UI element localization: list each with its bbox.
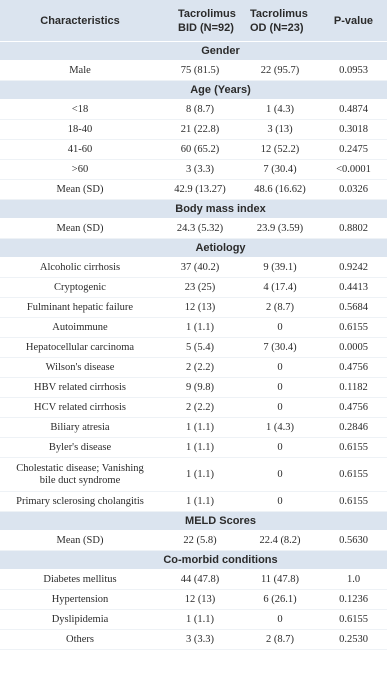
table-row [0,531,387,551]
cell-bid-value: 5 (5.4) [160,338,240,358]
table-row [0,610,387,630]
cell-od-value: 2 (8.7) [240,298,320,318]
cell-od-value: 48.6 (16.62) [240,180,320,200]
cell-pvalue: 0.4413 [320,278,387,298]
table-body [0,42,387,650]
row-label-text: Byler's disease [48,441,112,453]
row-label-text: Primary sclerosing cholangitis [16,495,144,507]
row-label [0,61,160,81]
row-label [0,298,160,318]
header-bid-line2: BID (N=92) [178,21,234,34]
row-label-text: <18 [71,103,89,115]
cell-bid-value: 1 (1.1) [160,458,240,492]
section-header-row [0,512,387,531]
cell-pvalue: 0.4874 [320,100,387,120]
cell-od-value: 12 (52.2) [240,140,320,160]
table-row [0,358,387,378]
row-label [0,140,160,160]
cell-pvalue: <0.0001 [320,160,387,180]
table-row [0,219,387,239]
table-row [0,570,387,590]
table-row [0,61,387,81]
cell-bid-value: 60 (65.2) [160,140,240,160]
cell-pvalue: 0.6155 [320,438,387,458]
row-label [0,278,160,298]
cell-pvalue: 0.6155 [320,318,387,338]
row-label-text: Hepatocellular carcinoma [25,341,135,353]
row-label [0,358,160,378]
table-row [0,180,387,200]
row-label [0,100,160,120]
cell-od-value: 0 [240,378,320,398]
section-header-row [0,42,387,61]
section-title: Gender [0,42,387,61]
row-label-text: Autoimmune [52,321,108,333]
row-label [0,531,160,551]
cell-bid-value: 3 (3.3) [160,630,240,650]
cell-bid-value: 44 (47.8) [160,570,240,590]
cell-bid-value: 75 (81.5) [160,61,240,81]
table-row [0,398,387,418]
row-label-text: HCV related cirrhosis [34,401,126,413]
cell-od-value: 7 (30.4) [240,338,320,358]
row-label-text: Cryptogenic [54,281,106,293]
cell-bid-value: 22 (5.8) [160,531,240,551]
cell-bid-value: 37 (40.2) [160,258,240,278]
row-label [0,458,160,492]
cell-bid-value: 12 (13) [160,590,240,610]
row-label [0,492,160,512]
cell-od-value: 0 [240,398,320,418]
row-label [0,378,160,398]
table-row [0,590,387,610]
cell-bid-value: 24.3 (5.32) [160,219,240,239]
table-row [0,278,387,298]
cell-bid-value: 23 (25) [160,278,240,298]
cell-od-value: 0 [240,492,320,512]
cell-od-value: 4 (17.4) [240,278,320,298]
cell-od-value: 3 (13) [240,120,320,140]
cell-bid-value: 21 (22.8) [160,120,240,140]
cell-od-value: 1 (4.3) [240,418,320,438]
cell-pvalue: 0.0005 [320,338,387,358]
row-label [0,438,160,458]
cell-pvalue: 0.2846 [320,418,387,438]
row-label-text: Dyslipidemia [51,613,109,625]
row-label-text: Mean (SD) [56,183,104,195]
table-row [0,378,387,398]
table-row [0,258,387,278]
cell-pvalue: 0.4756 [320,398,387,418]
cell-pvalue: 0.5630 [320,531,387,551]
footnote-fragment [0,650,387,662]
row-label [0,338,160,358]
section-title: Co-morbid conditions [0,551,387,570]
cell-bid-value: 2 (2.2) [160,398,240,418]
header-od-line2: OD (N=23) [250,21,304,34]
table-row [0,438,387,458]
header-od-line1: Tacrolimus [250,7,308,20]
cell-od-value: 6 (26.1) [240,590,320,610]
cell-pvalue: 0.0953 [320,61,387,81]
section-header-row [0,200,387,219]
table-row [0,140,387,160]
cell-pvalue: 0.6155 [320,610,387,630]
section-header-row [0,81,387,100]
row-label-text: 41-60 [67,143,93,155]
table-row [0,418,387,438]
row-label-text: Mean (SD) [56,534,104,546]
cell-bid-value: 8 (8.7) [160,100,240,120]
cell-bid-value: 12 (13) [160,298,240,318]
row-label [0,219,160,239]
header-characteristics: Characteristics [0,0,160,42]
table-row [0,120,387,140]
row-label [0,180,160,200]
row-label-text: HBV related cirrhosis [34,381,126,393]
row-label-text: 18-40 [67,123,93,135]
cell-od-value: 1 (4.3) [240,100,320,120]
row-label-text: Hypertension [51,593,109,605]
section-header-row [0,551,387,570]
cell-pvalue: 0.1182 [320,378,387,398]
header-bid [160,0,240,42]
cell-pvalue: 0.3018 [320,120,387,140]
cell-bid-value: 1 (1.1) [160,438,240,458]
section-title: Aetiology [0,239,387,258]
row-label [0,570,160,590]
row-label-text: Cholestatic disease; Vanishing [16,462,144,474]
cell-bid-value: 1 (1.1) [160,318,240,338]
row-label-text: >60 [71,163,89,175]
cell-pvalue: 1.0 [320,570,387,590]
cell-pvalue: 0.5684 [320,298,387,318]
table-row [0,160,387,180]
row-label [0,120,160,140]
cell-bid-value: 42.9 (13.27) [160,180,240,200]
row-label-text: Diabetes mellitus [43,573,117,585]
cell-od-value: 7 (30.4) [240,160,320,180]
cell-od-value: 0 [240,318,320,338]
cell-od-value: 22 (95.7) [240,61,320,81]
row-label-text-line2: bile duct syndrome [39,474,121,486]
cell-od-value: 2 (8.7) [240,630,320,650]
cell-pvalue: 0.4756 [320,358,387,378]
row-label-text: Alcoholic cirrhosis [39,261,121,273]
cell-od-value: 11 (47.8) [240,570,320,590]
table-row [0,458,387,492]
row-label-text: Fulminant hepatic failure [26,301,134,313]
cell-od-value: 0 [240,438,320,458]
cell-bid-value: 3 (3.3) [160,160,240,180]
row-label [0,590,160,610]
row-label-text: Wilson's disease [45,361,115,373]
table-row [0,492,387,512]
cell-bid-value: 1 (1.1) [160,418,240,438]
cell-od-value: 9 (39.1) [240,258,320,278]
header-pvalue: P-value [320,0,387,42]
row-label [0,630,160,650]
cell-od-value: 0 [240,610,320,630]
cell-od-value: 0 [240,358,320,378]
table-row [0,318,387,338]
cell-pvalue: 0.6155 [320,492,387,512]
section-title: Body mass index [0,200,387,219]
cell-pvalue: 0.9242 [320,258,387,278]
row-label [0,160,160,180]
cell-pvalue: 0.6155 [320,458,387,492]
row-label [0,418,160,438]
row-label [0,610,160,630]
table-row [0,338,387,358]
table-row [0,630,387,650]
cell-od-value: 0 [240,458,320,492]
cell-od-value: 22.4 (8.2) [240,531,320,551]
cell-pvalue: 0.0326 [320,180,387,200]
cell-pvalue: 0.2530 [320,630,387,650]
cell-bid-value: 1 (1.1) [160,492,240,512]
cell-bid-value: 9 (9.8) [160,378,240,398]
cell-bid-value: 2 (2.2) [160,358,240,378]
row-label [0,258,160,278]
table-header-row [0,0,387,42]
section-title: MELD Scores [0,512,387,531]
section-header-row [0,239,387,258]
cell-od-value: 23.9 (3.59) [240,219,320,239]
row-label-text: Biliary atresia [50,421,110,433]
cell-bid-value: 1 (1.1) [160,610,240,630]
row-label-text: Mean (SD) [56,222,104,234]
cell-pvalue: 0.2475 [320,140,387,160]
row-label-text: Male [69,64,91,76]
row-label-text: Others [66,633,94,645]
header-bid-line1: Tacrolimus [178,7,236,20]
table-row [0,298,387,318]
section-title: Age (Years) [0,81,387,100]
row-label [0,318,160,338]
header-od [240,0,320,42]
row-label [0,398,160,418]
cell-pvalue: 0.8802 [320,219,387,239]
table-row [0,100,387,120]
cell-pvalue: 0.1236 [320,590,387,610]
